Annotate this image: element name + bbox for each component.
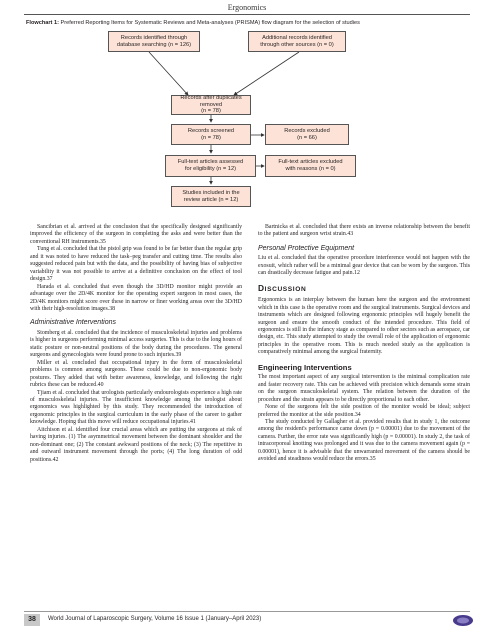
- heading-discussion-initial: D: [258, 282, 265, 293]
- box-line: review article (n = 12): [183, 196, 239, 203]
- box-records-excluded: [265, 124, 349, 145]
- box-line: Additional records identified: [262, 34, 332, 41]
- paragraph: Sancibrian et al. arrived at the conclusion that the specifically designed significantly improved the efficiency of the surgeon in completing the asks and were better than the conventional RH instruments.35: [30, 224, 242, 245]
- paragraph: Liu et al. concluded that the operative procedure interference would not happen with the exosuit, which rather will be a minimal gear device that can be worn by the surgeon. This can drastically decrease fatigue and pain.12: [258, 255, 470, 277]
- journal-citation: World Journal of Laparoscopic Surgery, Volume 16 Issue 1 (January–April 2023): [48, 616, 262, 622]
- heading-administrative-interventions: Administrative Interventions: [30, 319, 116, 327]
- heading-personal-protective-equipment: Personal Protective Equipment: [258, 244, 355, 252]
- footer-divider: [24, 611, 470, 612]
- paragraph: None of the surgeons felt the side position of the monitor would be ideal; subject preferred the monitor at the side position.34: [258, 404, 470, 418]
- paragraph: Aitchison et al. identified four crucial areas which are putting the surgeons at risk of having injuries. (1) The asymmetrical movement between the dominant shoulder and the non-dominant one; (2) The constant awkward positions of the neck; (3) The repetitive in and outward instrument movement through the ports; (4) The long duration of odd positions.42: [30, 426, 242, 463]
- box-studies-included: [171, 186, 251, 207]
- box-fulltext-assessed: [165, 155, 256, 177]
- paragraph: Tjiam et al. concluded that urologists particularly endourologists experience a high rate of musculoskeletal injuries. The insufficient knowledge among the urologist about ergonomics was highlighted by this study. They recommended the introduction of ergonomic principles in the surgical curriculum in the early phase of the career to gather knowledge. Hoping that this move will reduce occupational injuries.41: [30, 389, 242, 426]
- page-number: 38: [28, 616, 36, 623]
- box-line: (n = 66): [297, 134, 317, 141]
- box-line: (n = 78): [201, 134, 221, 141]
- paragraph: Ergonomics is an interplay between the human here the surgeon and the environment which in this case is the operative room and the surgical instruments. Surgical devices and instruments which are designed following ergonomic principles will hugely benefit the surgeon and ensure the smooth conduct of the intended procedure. This field of ergonomics is still in the infancy stage as compared to other sectors such as aerospace, car design, etc. This study attempted to study the overall role of the application of ergonomic principles in the operative room. This is much needed study as the application is comparatively minimal among the surgical fraternity.: [258, 297, 470, 356]
- box-records-screened: [171, 124, 251, 145]
- box-line: (n = 78): [201, 108, 221, 115]
- box-line: database searching (n = 126): [116, 41, 192, 48]
- paragraph: Miller et al. concluded that occupational injury in the form of musculoskeletal problems is common among surgeons. These could be due to non-ergonomic body postures. They added that with better awareness, knowledge, and following the right rubrics these can be reduced.40: [30, 359, 242, 389]
- paragraph: Tung et al. concluded that the pistol grip was found to be far better than the regular grip and it was noted to have reduced the task–peg transfer and cutting time. The results also suggested reduced pain but with the data, and the possibility of having bias of subjective variability it was not possible to arrive at a definitive conclusion on the effect of tool design.37: [30, 246, 242, 283]
- paragraph: The most important aspect of any surgical intervention is the minimal complication rate and faster recovery rate. This can be achieved with precision which demands some strain on the surgeon musculoskeletal system. The relation between the duration of the procedure and the strain appears to be directly proportional to each other.: [258, 374, 470, 403]
- heading-discussion-rest: ISCUSSION: [264, 285, 307, 293]
- right-text-column: [258, 224, 470, 464]
- box-line: Full-text articles assessed: [177, 159, 244, 166]
- figure-caption-text: Preferred Reporting Items for Systematic Reviews and Meta-analyses (PRISMA) flow diagram for the selection of studies: [58, 20, 360, 26]
- heading-discussion: [258, 282, 470, 293]
- figure-caption-label: Flowchart 1:: [26, 20, 59, 26]
- heading-engineering-interventions: Engineering Interventions: [258, 362, 352, 372]
- paragraph: Harada et al. concluded that even though the 3D/HD monitor might provide an advantage over the 2D/4K monitor for the operating expert surgeon in most cases, the 2D/4K monitors might score over these in narrow or finer working areas over the 3D/HD with their high-resolution images.38: [30, 283, 242, 312]
- box-records-identified-other: [248, 31, 346, 52]
- box-line: Records excluded: [284, 127, 330, 134]
- box-line: Full-text articles excluded: [278, 159, 343, 166]
- box-records-after-duplicates: [171, 95, 251, 115]
- running-title: Ergonomics: [227, 3, 267, 12]
- paragraph: Bartnicka et al. concluded that there exists an inverse relationship between the benefit to the patient and surgeon wrist strain.43: [258, 224, 470, 238]
- arrow-other-to-duplicates: [234, 52, 299, 95]
- box-line: with reasons (n = 0): [285, 166, 336, 172]
- box-fulltext-excluded: [265, 155, 356, 177]
- left-text-column: [30, 224, 242, 464]
- box-line: Studies included in the: [182, 189, 240, 196]
- box-line: Records after duplicates removed: [180, 94, 242, 108]
- box-line: Records identified through: [120, 34, 188, 41]
- box-records-identified-database: [108, 31, 200, 52]
- arrow-db-to-duplicates: [149, 52, 188, 95]
- box-line: Records screened: [187, 127, 235, 134]
- box-line: through other sources (n = 0): [260, 41, 334, 48]
- paragraph: Stomberg et al. concluded that the incidence of musculoskeletal injuries and problems is higher in surgeons performing minimal access surgeries. This is due to the long hours of static posture or non-neutral positions of the body during the procedures. The general surgeons and gynecologists were found prone to such injuries.39: [30, 329, 242, 359]
- publisher-logo-icon: [452, 614, 474, 627]
- paragraph: The study conducted by Gallagher et al. provided results that in study 1, the outcome among the resident's performance came down (p = 0.00001) due to the movement of the camera. Further, the error rate was significantly high (p = 0.00001). In study 2, the task of intracorporeal knotting was prolonged and it was due to the camera movement again (p = 0.00001), hence it is advisable that the unwarranted movement of the camera should be avoided and steadiness would reduce the errors.35: [258, 418, 470, 463]
- box-line: for eligibility (n = 12): [184, 166, 237, 172]
